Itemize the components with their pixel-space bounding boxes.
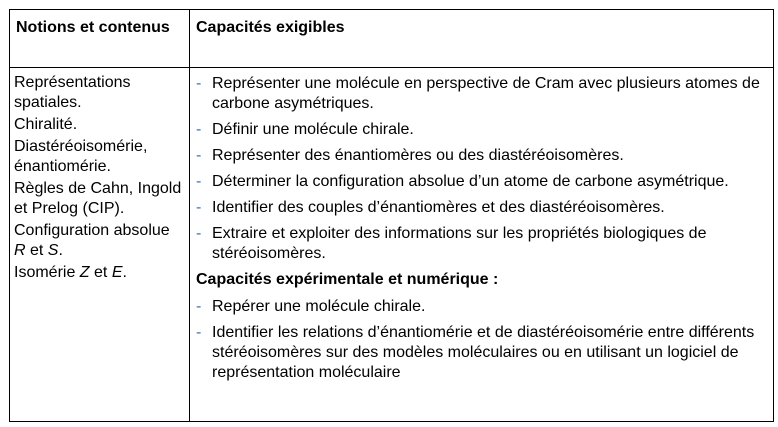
bullet-dash: - xyxy=(196,225,202,242)
notions-cell xyxy=(10,68,190,422)
bullet-dash: - xyxy=(196,324,202,341)
experimental-item xyxy=(194,323,769,383)
experimental-text: Repérer une molécule chirale. xyxy=(212,298,426,315)
notion-symbol-z: Z xyxy=(79,264,90,281)
content-row xyxy=(10,68,774,422)
notion-item: Chiralité. xyxy=(14,116,78,133)
capacite-item xyxy=(194,172,769,192)
bullet-dash: - xyxy=(196,199,202,216)
bullet-dash: - xyxy=(196,173,202,190)
notion-text: . xyxy=(122,264,127,281)
notion-text: Configuration absolue xyxy=(14,222,170,239)
bullet-dash: - xyxy=(196,75,202,92)
bullet-dash: - xyxy=(196,147,202,164)
capacite-item xyxy=(194,146,769,166)
program-table xyxy=(9,9,774,422)
bullet-dash: - xyxy=(196,121,202,138)
capacite-text: Définir une molécule chirale. xyxy=(212,121,414,138)
capacite-text: Représenter des énantiomères ou des diastéréoisomères. xyxy=(212,147,624,164)
notion-item-isomerie xyxy=(14,263,185,283)
header-capacites: Capacités exigibles xyxy=(190,10,774,68)
capacite-item xyxy=(194,120,769,140)
notion-symbol-e: E xyxy=(111,264,123,281)
header-row xyxy=(10,10,774,68)
capacite-item xyxy=(194,74,769,114)
capacite-text: Représenter une molécule en perspective de Cram avec plusieurs atomes de carbone asymétriques. xyxy=(212,75,760,112)
notion-item: Règles de Cahn, Ingold et Prelog (CIP). xyxy=(14,180,182,217)
notion-symbol-s: S xyxy=(47,242,59,259)
capacite-text: Déterminer la configuration absolue d’un atome de carbone asymétrique. xyxy=(212,173,729,190)
experimental-list xyxy=(194,297,769,383)
notion-symbol-r: R xyxy=(14,242,26,259)
notion-text: et xyxy=(25,242,48,259)
bullet-dash: - xyxy=(196,298,202,315)
notion-text: Isomérie xyxy=(14,264,80,281)
header-notions: Notions et contenus xyxy=(10,10,190,68)
notion-item-configuration xyxy=(14,221,185,261)
experimental-title: Capacités expérimentale et numérique : xyxy=(196,271,499,288)
experimental-text: Identifier les relations d’énantiomérie et de diastéréoisomérie entre différents stéréoisomères sur des modèles moléculaires ou en utilisant un logiciel de représentation moléculaire xyxy=(212,324,755,381)
capacites-list xyxy=(194,74,769,264)
notion-item: Représentations spatiales. xyxy=(14,74,131,111)
notion-text: . xyxy=(58,242,63,259)
capacite-item xyxy=(194,198,769,218)
notion-item: Diastéréoisomérie, énantiomérie. xyxy=(14,138,148,175)
capacites-cell xyxy=(190,68,774,422)
capacite-text: Identifier des couples d’énantiomères et des diastéréoisomères. xyxy=(212,199,665,216)
capacite-item xyxy=(194,224,769,264)
capacite-text: Extraire et exploiter des informations sur les propriétés biologiques de stéréoisomères. xyxy=(212,225,707,262)
notion-text: et xyxy=(89,264,112,281)
experimental-item xyxy=(194,297,769,317)
